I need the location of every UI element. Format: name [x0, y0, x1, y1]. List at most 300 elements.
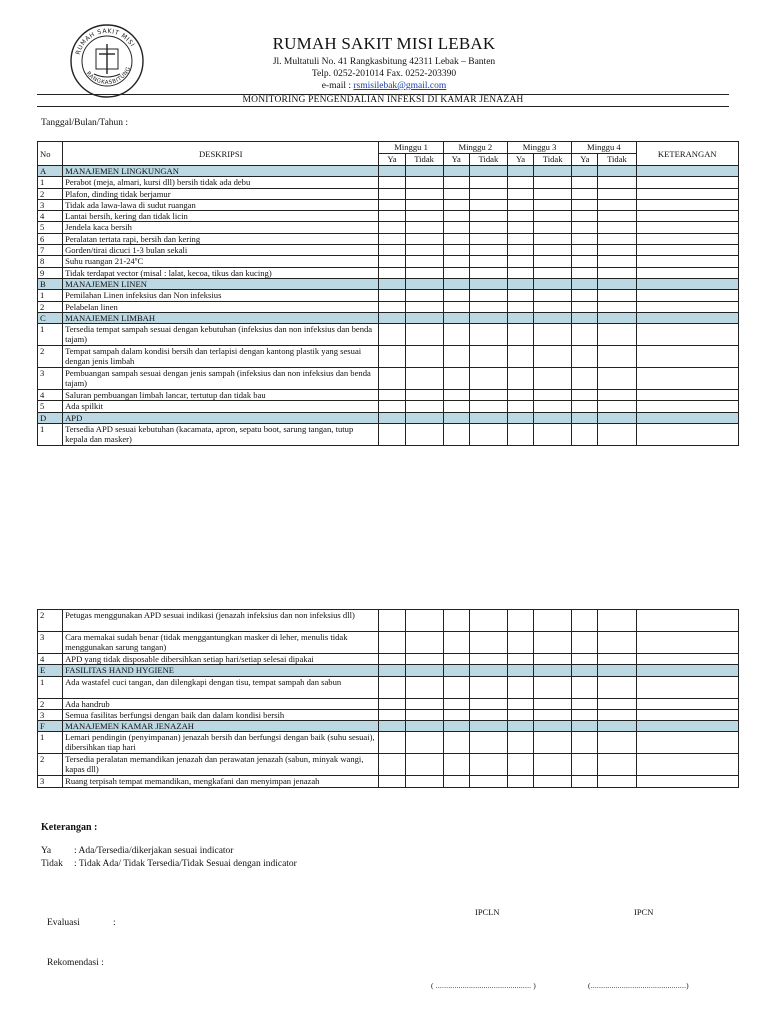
row-number: 6: [38, 233, 63, 244]
week-4-tidak-cell[interactable]: [598, 776, 636, 787]
week-4-ya-cell: [572, 665, 598, 676]
row-number: 3: [38, 199, 63, 210]
week-4-ya-cell[interactable]: [572, 211, 598, 222]
week-4-ya-cell[interactable]: [572, 368, 598, 390]
week-3-tidak-cell[interactable]: [534, 709, 572, 720]
week-2-ya-cell[interactable]: [443, 324, 469, 346]
week-2-tidak-cell[interactable]: [469, 199, 507, 210]
section-row: [38, 278, 739, 289]
week-1-tidak-cell[interactable]: [405, 290, 443, 301]
week-4-ya-cell[interactable]: [572, 256, 598, 267]
week-4-tidak-cell[interactable]: [598, 368, 636, 390]
week-4-ya-cell[interactable]: [572, 324, 598, 346]
week-3-ya-cell: [507, 166, 533, 177]
legend-tidak: [41, 859, 297, 869]
week-2-ya-cell[interactable]: [443, 267, 469, 278]
week-2-tidak-cell: [469, 278, 507, 289]
week-4-ya-cell[interactable]: [572, 401, 598, 412]
table-row: [38, 390, 739, 401]
week-2-ya-cell[interactable]: [443, 256, 469, 267]
week-3-ya-cell[interactable]: [507, 776, 533, 787]
week-1-ya-cell[interactable]: [379, 177, 405, 188]
week-2-tidak-cell[interactable]: [469, 732, 507, 754]
week-2-tidak-cell[interactable]: [469, 632, 507, 654]
week-2-ya-cell[interactable]: [443, 211, 469, 222]
week-4-ya-cell[interactable]: [572, 610, 598, 632]
row-number: 2: [38, 754, 63, 776]
week-3-ya-cell[interactable]: [507, 211, 533, 222]
row-number: F: [38, 721, 63, 732]
week-3-tidak-cell[interactable]: [534, 654, 572, 665]
row-number: 1: [38, 676, 63, 698]
week-2-ya-cell[interactable]: [443, 390, 469, 401]
week-3-tidak-cell[interactable]: [534, 177, 572, 188]
email-link[interactable]: rsmisilebak@gmail.com: [353, 81, 447, 91]
legend-tidak-desc: : Tidak Ada/ Tidak Tersedia/Tidak Sesuai dengan indicator: [74, 859, 297, 869]
row-description: Perabot (meja, almari, kursi dll) bersih tidak ada debu: [63, 177, 379, 188]
week-1-tidak-cell[interactable]: [405, 368, 443, 390]
week-1-tidak-cell[interactable]: [405, 245, 443, 256]
week-4-tidak-cell[interactable]: [598, 390, 636, 401]
week-4-ya-cell[interactable]: [572, 654, 598, 665]
week-2-ya-cell[interactable]: [443, 199, 469, 210]
week-2-ya-cell[interactable]: [443, 709, 469, 720]
week-1-tidak-cell[interactable]: [405, 676, 443, 698]
keterangan-cell: [636, 278, 738, 289]
week-1-tidak-cell[interactable]: [405, 177, 443, 188]
week-3-ya-cell[interactable]: [507, 676, 533, 698]
week-4-tidak-cell[interactable]: [598, 301, 636, 312]
week-2-tidak-cell[interactable]: [469, 301, 507, 312]
row-description: APD yang tidak disposable dibersihkan setiap hari/setiap selesai dipakai: [63, 654, 379, 665]
keterangan-cell[interactable]: [636, 211, 738, 222]
week-1-ya-cell[interactable]: [379, 632, 405, 654]
week-4-tidak-cell[interactable]: [598, 698, 636, 709]
week-2-tidak-cell[interactable]: [469, 754, 507, 776]
week-4-tidak-cell[interactable]: [598, 401, 636, 412]
week-4-ya-cell[interactable]: [572, 676, 598, 698]
keterangan-cell[interactable]: [636, 177, 738, 188]
header-week-3: Minggu 3: [507, 142, 571, 154]
week-3-tidak-cell[interactable]: [534, 211, 572, 222]
keterangan-cell[interactable]: [636, 346, 738, 368]
week-2-tidak-cell[interactable]: [469, 256, 507, 267]
week-2-tidak-cell[interactable]: [469, 368, 507, 390]
week-1-tidak-cell[interactable]: [405, 754, 443, 776]
week-1-tidak-cell[interactable]: [405, 233, 443, 244]
week-3-tidak-cell[interactable]: [534, 267, 572, 278]
week-3-ya-cell[interactable]: [507, 256, 533, 267]
document-title: MONITORING PENGENDALIAN INFEKSI DI KAMAR JENAZAH: [242, 95, 524, 105]
week-2-tidak-cell[interactable]: [469, 233, 507, 244]
week-4-tidak-cell[interactable]: [598, 222, 636, 233]
week-1-ya-cell[interactable]: [379, 211, 405, 222]
week-1-tidak-cell[interactable]: [405, 188, 443, 199]
week-3-ya-cell[interactable]: [507, 233, 533, 244]
week-1-ya-cell[interactable]: [379, 754, 405, 776]
week-3-tidak-cell[interactable]: [534, 390, 572, 401]
week-2-tidak-cell[interactable]: [469, 776, 507, 787]
week-3-ya-cell[interactable]: [507, 632, 533, 654]
row-number: E: [38, 665, 63, 676]
row-description: Tempat sampah dalam kondisi bersih dan terlapisi dengan kantong plastik yang sesuai dengan jenis limbah: [63, 346, 379, 368]
week-3-ya-cell[interactable]: [507, 368, 533, 390]
week-1-tidak-cell[interactable]: [405, 324, 443, 346]
week-4-tidak-cell: [598, 721, 636, 732]
week-1-ya-cell: [379, 721, 405, 732]
week-2-tidak-cell: [469, 665, 507, 676]
week-3-ya-cell[interactable]: [507, 301, 533, 312]
week-3-ya-cell[interactable]: [507, 424, 533, 446]
week-4-ya-cell[interactable]: [572, 709, 598, 720]
table-row: [38, 709, 739, 720]
week-2-tidak-cell[interactable]: [469, 709, 507, 720]
week-4-tidak-cell[interactable]: [598, 324, 636, 346]
week-2-ya-cell[interactable]: [443, 368, 469, 390]
week-4-tidak-cell[interactable]: [598, 177, 636, 188]
week-4-tidak-cell[interactable]: [598, 211, 636, 222]
week-3-ya-cell[interactable]: [507, 390, 533, 401]
week-2-tidak-cell[interactable]: [469, 676, 507, 698]
row-number: 1: [38, 424, 63, 446]
week-1-ya-cell[interactable]: [379, 188, 405, 199]
week-3-tidak-cell[interactable]: [534, 233, 572, 244]
table-row: [38, 424, 739, 446]
week-1-tidak-cell[interactable]: [405, 698, 443, 709]
week-1-tidak-cell[interactable]: [405, 654, 443, 665]
row-description: Pelabelan linen: [63, 301, 379, 312]
section-title: APD: [63, 412, 379, 423]
week-2-ya-cell[interactable]: [443, 654, 469, 665]
week-1-tidak-cell[interactable]: [405, 211, 443, 222]
week-4-tidak-cell[interactable]: [598, 610, 636, 632]
week-2-ya-cell[interactable]: [443, 177, 469, 188]
week-1-ya-cell[interactable]: [379, 301, 405, 312]
week-2-tidak-cell[interactable]: [469, 346, 507, 368]
week-4-tidak-cell[interactable]: [598, 732, 636, 754]
keterangan-cell[interactable]: [636, 754, 739, 776]
week-1-ya-cell[interactable]: [379, 267, 405, 278]
week-1-tidak-cell[interactable]: [405, 401, 443, 412]
week-1-ya-cell[interactable]: [379, 709, 405, 720]
week-3-ya-cell[interactable]: [507, 754, 533, 776]
week-3-ya-cell: [507, 665, 533, 676]
week-1-tidak-cell[interactable]: [405, 346, 443, 368]
week-2-tidak-cell[interactable]: [469, 177, 507, 188]
table-row: [38, 754, 739, 776]
week-1-tidak-cell[interactable]: [405, 709, 443, 720]
week-1-tidak-cell: [405, 312, 443, 323]
week-2-ya-cell[interactable]: [443, 401, 469, 412]
week-2-ya-cell[interactable]: [443, 732, 469, 754]
keterangan-cell: [636, 412, 738, 423]
week-2-tidak-cell[interactable]: [469, 290, 507, 301]
week-1-tidak-cell[interactable]: [405, 732, 443, 754]
week-2-ya-cell[interactable]: [443, 754, 469, 776]
week-3-tidak-cell[interactable]: [534, 610, 572, 632]
week-1-ya-cell[interactable]: [379, 401, 405, 412]
week-4-tidak-cell[interactable]: [598, 709, 636, 720]
week-2-ya-cell: [443, 278, 469, 289]
week-4-ya-cell[interactable]: [572, 632, 598, 654]
week-2-tidak-cell[interactable]: [469, 610, 507, 632]
week-1-ya-cell[interactable]: [379, 324, 405, 346]
header-week-2: Minggu 2: [443, 142, 507, 154]
keterangan-cell[interactable]: [636, 222, 738, 233]
keterangan-cell[interactable]: [636, 698, 739, 709]
row-number: 3: [38, 776, 63, 787]
week-4-tidak-cell[interactable]: [598, 754, 636, 776]
week-2-tidak-cell: [469, 312, 507, 323]
keterangan-cell[interactable]: [636, 776, 739, 787]
week-3-ya-cell[interactable]: [507, 290, 533, 301]
week-3-ya-cell[interactable]: [507, 177, 533, 188]
week-1-ya-cell[interactable]: [379, 698, 405, 709]
keterangan-cell[interactable]: [636, 709, 739, 720]
week-4-ya-cell[interactable]: [572, 245, 598, 256]
week-2-ya-cell[interactable]: [443, 301, 469, 312]
header-ya: Ya: [379, 154, 405, 166]
week-3-tidak-cell[interactable]: [534, 324, 572, 346]
row-number: 3: [38, 368, 63, 390]
week-1-tidak-cell: [405, 278, 443, 289]
row-description: Ada wastafel cuci tangan, dan dilengkapi dengan tisu, tempat sampah dan sabun: [63, 676, 379, 698]
week-2-ya-cell[interactable]: [443, 290, 469, 301]
keterangan-cell[interactable]: [636, 654, 739, 665]
header-keterangan: KETERANGAN: [636, 142, 738, 166]
keterangan-cell[interactable]: [636, 290, 738, 301]
week-2-ya-cell[interactable]: [443, 632, 469, 654]
week-4-ya-cell[interactable]: [572, 776, 598, 787]
week-3-tidak-cell[interactable]: [534, 676, 572, 698]
week-1-tidak-cell[interactable]: [405, 199, 443, 210]
week-2-ya-cell[interactable]: [443, 233, 469, 244]
week-3-tidak-cell[interactable]: [534, 732, 572, 754]
keterangan-cell[interactable]: [636, 610, 739, 632]
week-4-tidak-cell[interactable]: [598, 267, 636, 278]
week-1-ya-cell[interactable]: [379, 610, 405, 632]
week-3-tidak-cell[interactable]: [534, 368, 572, 390]
week-2-ya-cell[interactable]: [443, 245, 469, 256]
week-1-ya-cell[interactable]: [379, 233, 405, 244]
keterangan-cell[interactable]: [636, 301, 738, 312]
week-4-ya-cell[interactable]: [572, 177, 598, 188]
week-3-ya-cell[interactable]: [507, 654, 533, 665]
week-4-tidak-cell[interactable]: [598, 233, 636, 244]
week-4-ya-cell[interactable]: [572, 732, 598, 754]
week-4-ya-cell[interactable]: [572, 267, 598, 278]
row-description: Ruang terpisah tempat memandikan, mengkafani dan menyimpan jenazah: [63, 776, 379, 787]
keterangan-cell[interactable]: [636, 424, 738, 446]
week-1-ya-cell: [379, 166, 405, 177]
keterangan-cell[interactable]: [636, 676, 739, 698]
week-3-ya-cell[interactable]: [507, 324, 533, 346]
week-3-tidak-cell[interactable]: [534, 290, 572, 301]
week-4-tidak-cell[interactable]: [598, 290, 636, 301]
table-row: [38, 401, 739, 412]
week-4-ya-cell[interactable]: [572, 199, 598, 210]
week-3-ya-cell[interactable]: [507, 222, 533, 233]
week-1-tidak-cell[interactable]: [405, 424, 443, 446]
week-2-tidak-cell[interactable]: [469, 401, 507, 412]
week-2-tidak-cell[interactable]: [469, 245, 507, 256]
week-4-ya-cell[interactable]: [572, 290, 598, 301]
week-2-ya-cell: [443, 412, 469, 423]
week-3-tidak-cell[interactable]: [534, 199, 572, 210]
week-1-ya-cell[interactable]: [379, 732, 405, 754]
week-3-tidak-cell[interactable]: [534, 222, 572, 233]
week-3-tidak-cell[interactable]: [534, 301, 572, 312]
week-4-tidak-cell[interactable]: [598, 188, 636, 199]
rekomendasi-line: [47, 958, 104, 968]
keterangan-cell[interactable]: [636, 401, 738, 412]
legend-tidak-key: Tidak: [41, 859, 63, 869]
keterangan-cell[interactable]: [636, 233, 738, 244]
rekomendasi-colon: :: [101, 958, 104, 968]
week-2-ya-cell[interactable]: [443, 698, 469, 709]
week-1-ya-cell[interactable]: [379, 390, 405, 401]
week-1-ya-cell[interactable]: [379, 424, 405, 446]
week-3-tidak-cell[interactable]: [534, 754, 572, 776]
svg-text:RUMAH SAKIT MISI: RUMAH SAKIT MISI: [74, 27, 136, 56]
header-tidak: Tidak: [598, 154, 636, 166]
week-3-tidak-cell[interactable]: [534, 245, 572, 256]
keterangan-cell[interactable]: [636, 732, 739, 754]
table-row: [38, 698, 739, 709]
keterangan-cell: [636, 312, 738, 323]
ipcn-label: IPCN: [634, 907, 654, 917]
week-1-tidak-cell[interactable]: [405, 390, 443, 401]
week-3-tidak-cell[interactable]: [534, 188, 572, 199]
week-2-ya-cell: [443, 665, 469, 676]
week-4-tidak-cell[interactable]: [598, 676, 636, 698]
week-3-ya-cell[interactable]: [507, 401, 533, 412]
week-1-tidak-cell[interactable]: [405, 267, 443, 278]
week-4-tidak-cell[interactable]: [598, 632, 636, 654]
week-1-ya-cell[interactable]: [379, 199, 405, 210]
keterangan-cell[interactable]: [636, 368, 738, 390]
week-1-ya-cell[interactable]: [379, 256, 405, 267]
week-4-ya-cell[interactable]: [572, 233, 598, 244]
week-1-ya-cell[interactable]: [379, 346, 405, 368]
week-1-tidak-cell[interactable]: [405, 632, 443, 654]
week-1-ya-cell[interactable]: [379, 654, 405, 665]
week-1-ya-cell[interactable]: [379, 222, 405, 233]
week-2-ya-cell[interactable]: [443, 222, 469, 233]
week-2-ya-cell[interactable]: [443, 776, 469, 787]
week-3-tidak-cell[interactable]: [534, 256, 572, 267]
keterangan-cell[interactable]: [636, 632, 739, 654]
week-3-ya-cell[interactable]: [507, 188, 533, 199]
week-4-ya-cell[interactable]: [572, 301, 598, 312]
week-4-tidak-cell[interactable]: [598, 346, 636, 368]
week-1-ya-cell[interactable]: [379, 290, 405, 301]
week-2-ya-cell[interactable]: [443, 188, 469, 199]
week-3-tidak-cell[interactable]: [534, 346, 572, 368]
week-2-ya-cell[interactable]: [443, 610, 469, 632]
week-4-ya-cell[interactable]: [572, 346, 598, 368]
keterangan-cell[interactable]: [636, 256, 738, 267]
week-1-tidak-cell[interactable]: [405, 256, 443, 267]
week-2-ya-cell[interactable]: [443, 676, 469, 698]
row-description: Peralatan tertata rapi, bersih dan kering: [63, 233, 379, 244]
week-4-tidak-cell: [598, 166, 636, 177]
week-1-tidak-cell[interactable]: [405, 610, 443, 632]
keterangan-cell[interactable]: [636, 199, 738, 210]
week-2-tidak-cell[interactable]: [469, 211, 507, 222]
week-4-tidak-cell[interactable]: [598, 256, 636, 267]
week-2-tidak-cell[interactable]: [469, 188, 507, 199]
week-2-tidak-cell[interactable]: [469, 222, 507, 233]
week-1-tidak-cell[interactable]: [405, 222, 443, 233]
week-3-ya-cell[interactable]: [507, 709, 533, 720]
week-3-ya-cell[interactable]: [507, 610, 533, 632]
week-3-ya-cell[interactable]: [507, 346, 533, 368]
week-2-ya-cell[interactable]: [443, 424, 469, 446]
keterangan-cell[interactable]: [636, 267, 738, 278]
row-description: Tersedia peralatan memandikan jenazah dan perawatan jenazah (sabun, minyak wangi, kapas dll): [63, 754, 379, 776]
week-4-ya-cell[interactable]: [572, 754, 598, 776]
week-3-tidak-cell[interactable]: [534, 776, 572, 787]
week-3-tidak-cell[interactable]: [534, 424, 572, 446]
week-1-ya-cell[interactable]: [379, 368, 405, 390]
week-1-tidak-cell: [405, 166, 443, 177]
week-1-ya-cell[interactable]: [379, 676, 405, 698]
week-2-tidak-cell[interactable]: [469, 654, 507, 665]
week-4-ya-cell[interactable]: [572, 188, 598, 199]
week-3-ya-cell[interactable]: [507, 732, 533, 754]
keterangan-cell[interactable]: [636, 390, 738, 401]
week-2-ya-cell[interactable]: [443, 346, 469, 368]
ipcln-label: IPCLN: [475, 907, 500, 917]
week-3-tidak-cell[interactable]: [534, 401, 572, 412]
week-1-ya-cell[interactable]: [379, 776, 405, 787]
week-2-tidak-cell[interactable]: [469, 267, 507, 278]
week-1-tidak-cell[interactable]: [405, 776, 443, 787]
keterangan-cell[interactable]: [636, 324, 738, 346]
week-1-tidak-cell[interactable]: [405, 301, 443, 312]
week-1-ya-cell[interactable]: [379, 245, 405, 256]
week-4-tidak-cell[interactable]: [598, 245, 636, 256]
week-2-tidak-cell[interactable]: [469, 424, 507, 446]
week-4-tidak-cell[interactable]: [598, 424, 636, 446]
week-4-ya-cell[interactable]: [572, 390, 598, 401]
row-description: Suhu ruangan 21-24ºC: [63, 256, 379, 267]
week-3-ya-cell: [507, 278, 533, 289]
week-4-tidak-cell: [598, 412, 636, 423]
week-2-tidak-cell[interactable]: [469, 390, 507, 401]
week-4-ya-cell[interactable]: [572, 424, 598, 446]
week-4-tidak-cell[interactable]: [598, 199, 636, 210]
week-4-ya-cell[interactable]: [572, 222, 598, 233]
keterangan-cell[interactable]: [636, 188, 738, 199]
week-4-ya-cell[interactable]: [572, 698, 598, 709]
week-3-ya-cell[interactable]: [507, 267, 533, 278]
week-3-ya-cell[interactable]: [507, 199, 533, 210]
week-3-ya-cell[interactable]: [507, 698, 533, 709]
week-3-tidak-cell: [534, 278, 572, 289]
week-2-tidak-cell[interactable]: [469, 324, 507, 346]
table-row: [38, 222, 739, 233]
week-4-tidak-cell[interactable]: [598, 654, 636, 665]
week-2-tidak-cell[interactable]: [469, 698, 507, 709]
keterangan-cell[interactable]: [636, 245, 738, 256]
week-3-tidak-cell[interactable]: [534, 632, 572, 654]
table-row: [38, 290, 739, 301]
week-4-ya-cell: [572, 166, 598, 177]
week-3-ya-cell[interactable]: [507, 245, 533, 256]
week-3-tidak-cell[interactable]: [534, 698, 572, 709]
